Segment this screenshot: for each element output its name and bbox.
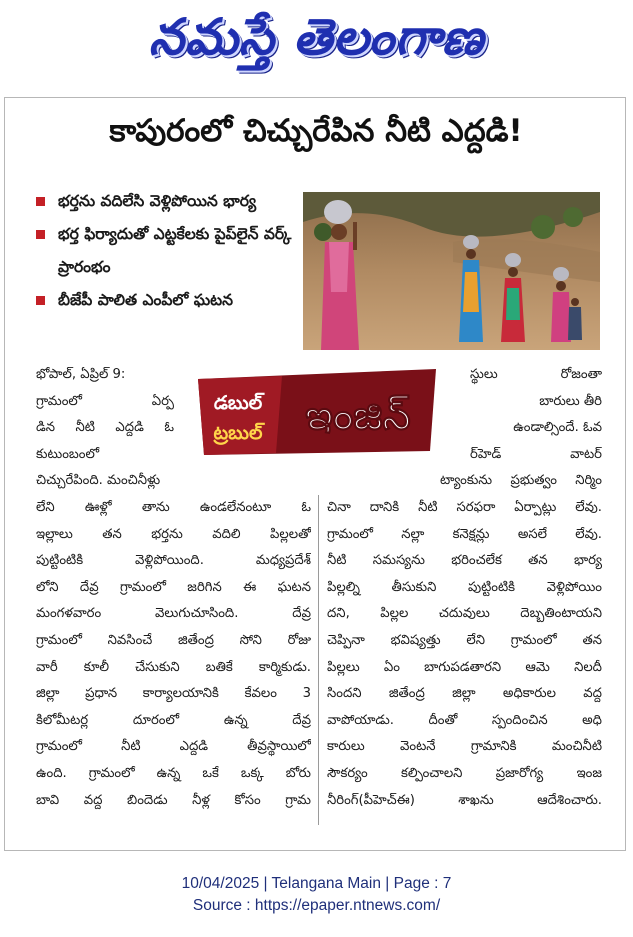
- text-line: దని, పిల్లల చదువులు దెబ్బతింటాయని: [327, 606, 602, 622]
- text-line: కారులు వెంటనే గ్రామానికి మంచినీటి: [327, 739, 602, 755]
- text-line: గ్రామంలో ఏర్ప: [36, 393, 174, 409]
- text-line: ఉండాల్సిందే. ఓవ: [513, 420, 602, 436]
- bullet-text: భర్తను వదిలేసి వెళ్లిపోయిన భార్య: [58, 192, 257, 210]
- text-line: కిలోమీటర్ల దూరంలో ఉన్న దేవ్ర: [36, 712, 311, 728]
- double-trouble-engine-logo: [192, 365, 442, 457]
- text-line: స్థులు రోజంతా: [470, 367, 602, 382]
- bullet-square-icon: [36, 197, 45, 206]
- summary-bullets: [36, 185, 302, 317]
- bullet-text: భర్త ఫిర్యాదుతో ఎట్టకేలకు పైప్‌లైన్ వర్క్ ప్రారంభం: [58, 225, 292, 276]
- text-line: చిచ్చురేపింది. మంచినీళ్లు: [36, 473, 161, 489]
- masthead: [0, 0, 633, 88]
- text-line: డిన నీటి ఎద్దడి ఓ: [36, 420, 174, 436]
- text-line: చినా దానికి నీటి సరఫరా ఏర్పాట్లు లేవు.: [327, 500, 602, 515]
- text-line: మంగళవారం వెలుగుచూసింది. దేవ్ర: [36, 606, 311, 622]
- text-line: చెప్పినా భవిష్యత్తు లేని గ్రామంలో తన: [327, 632, 602, 648]
- text-line: గ్రామంలో నివసించే జితేంద్ర సోని రోజు: [36, 632, 311, 648]
- logo-main: ఇంజిన్: [305, 393, 411, 439]
- bullet-text: బీజేపీ పాలిత ఎంపీలో ఘటన: [58, 291, 233, 309]
- footer-date-page: 10/04/2025 | Telangana Main | Page : 7: [181, 875, 452, 892]
- text-line: గ్రామంలో నల్లా కనెక్షన్లు అసలే లేవు.: [327, 526, 602, 542]
- text-line: ఉంది. గ్రామంలో ఉన్న ఒకే ఒక్క బోరు: [36, 765, 311, 781]
- text-line: గ్రామంలో నీటి ఎద్దడి తీవ్రస్థాయిలో: [36, 739, 311, 755]
- page-footer: [0, 873, 633, 917]
- text-line: పిల్లల్ని తీసుకుని పుట్టింటికి వెళ్లిపోయిం: [327, 579, 602, 595]
- text-line: ట్యాంకును ప్రభుత్వం నిర్మిం: [440, 473, 602, 488]
- right-column-top: [470, 362, 602, 468]
- footer-source[interactable]: Source : https://epaper.ntnews.com/: [192, 897, 441, 914]
- text-line: లోని దేవ్ర గ్రామంలో జరిగిన ఈ ఘటన: [36, 579, 311, 595]
- right-column-top-wide: [440, 468, 602, 495]
- text-line: వారీ కూలీ చేసుకుని బతికే కార్మికుడు.: [36, 659, 311, 675]
- text-line: బారులు తీరి: [539, 393, 602, 409]
- left-column: [36, 495, 311, 814]
- article-photo: [303, 192, 600, 350]
- text-line: వాపోయాడు. దీంతో స్పందించిన అధి: [327, 712, 602, 728]
- bullet-square-icon: [36, 230, 45, 239]
- left-column-top: [36, 362, 174, 495]
- bullet-item: [36, 284, 302, 317]
- right-column: [327, 495, 602, 814]
- text-line: బావి వద్ద బిందెడు నీళ్ల కోసం గ్రామ: [36, 792, 311, 808]
- text-line: సిందని జితేంద్ర జిల్లా అధికారుల వద్ద: [327, 686, 602, 702]
- masthead-title: నమస్తే తెలంగాణ: [148, 8, 485, 66]
- text-line: నీటి సమస్యను భరించలేక తన భార్య: [327, 553, 602, 569]
- text-line: సౌకర్యం కల్పించాలని ప్రజారోగ్య ఇంజ: [327, 765, 602, 781]
- text-line: భోపాల్, ఏప్రిల్ 9:: [36, 367, 126, 382]
- text-line: నీరింగ్(పీహెచ్‌ఈ) శాఖను ఆదేశించారు.: [327, 792, 602, 808]
- text-line: లేని ఊళ్లో తాను ఉండలేనంటూ ఓ: [36, 500, 311, 515]
- women-carrying-water-illustration: [303, 192, 600, 350]
- text-line: కుటుంబంలో: [36, 446, 100, 462]
- text-line: పుట్టింటికి వెళ్లిపోయింది. మధ్యప్రదేశ్: [36, 553, 311, 569]
- text-line: జిల్లా ప్రధాన కార్యాలయానికి కేవలం 3: [36, 686, 311, 702]
- text-line: పిల్లలు ఏం బాగుపడతారని ఆమె నిలదీ: [327, 659, 602, 675]
- article-headline: కాపురంలో చిచ్చురేపిన నీటి ఎద్దడి!: [109, 113, 523, 149]
- logo-line1: డబుల్: [213, 392, 263, 414]
- bullet-item: [36, 185, 302, 218]
- column-divider: [318, 495, 319, 825]
- text-line: ఇల్లాలు తన భర్తను వదిలి పిల్లలతో: [36, 526, 311, 542]
- bullet-item: [36, 218, 302, 284]
- text-line: ర్‌హెడ్ వాటర్: [470, 446, 602, 462]
- bullet-square-icon: [36, 296, 45, 305]
- logo-line2: ట్రబుల్: [213, 422, 263, 444]
